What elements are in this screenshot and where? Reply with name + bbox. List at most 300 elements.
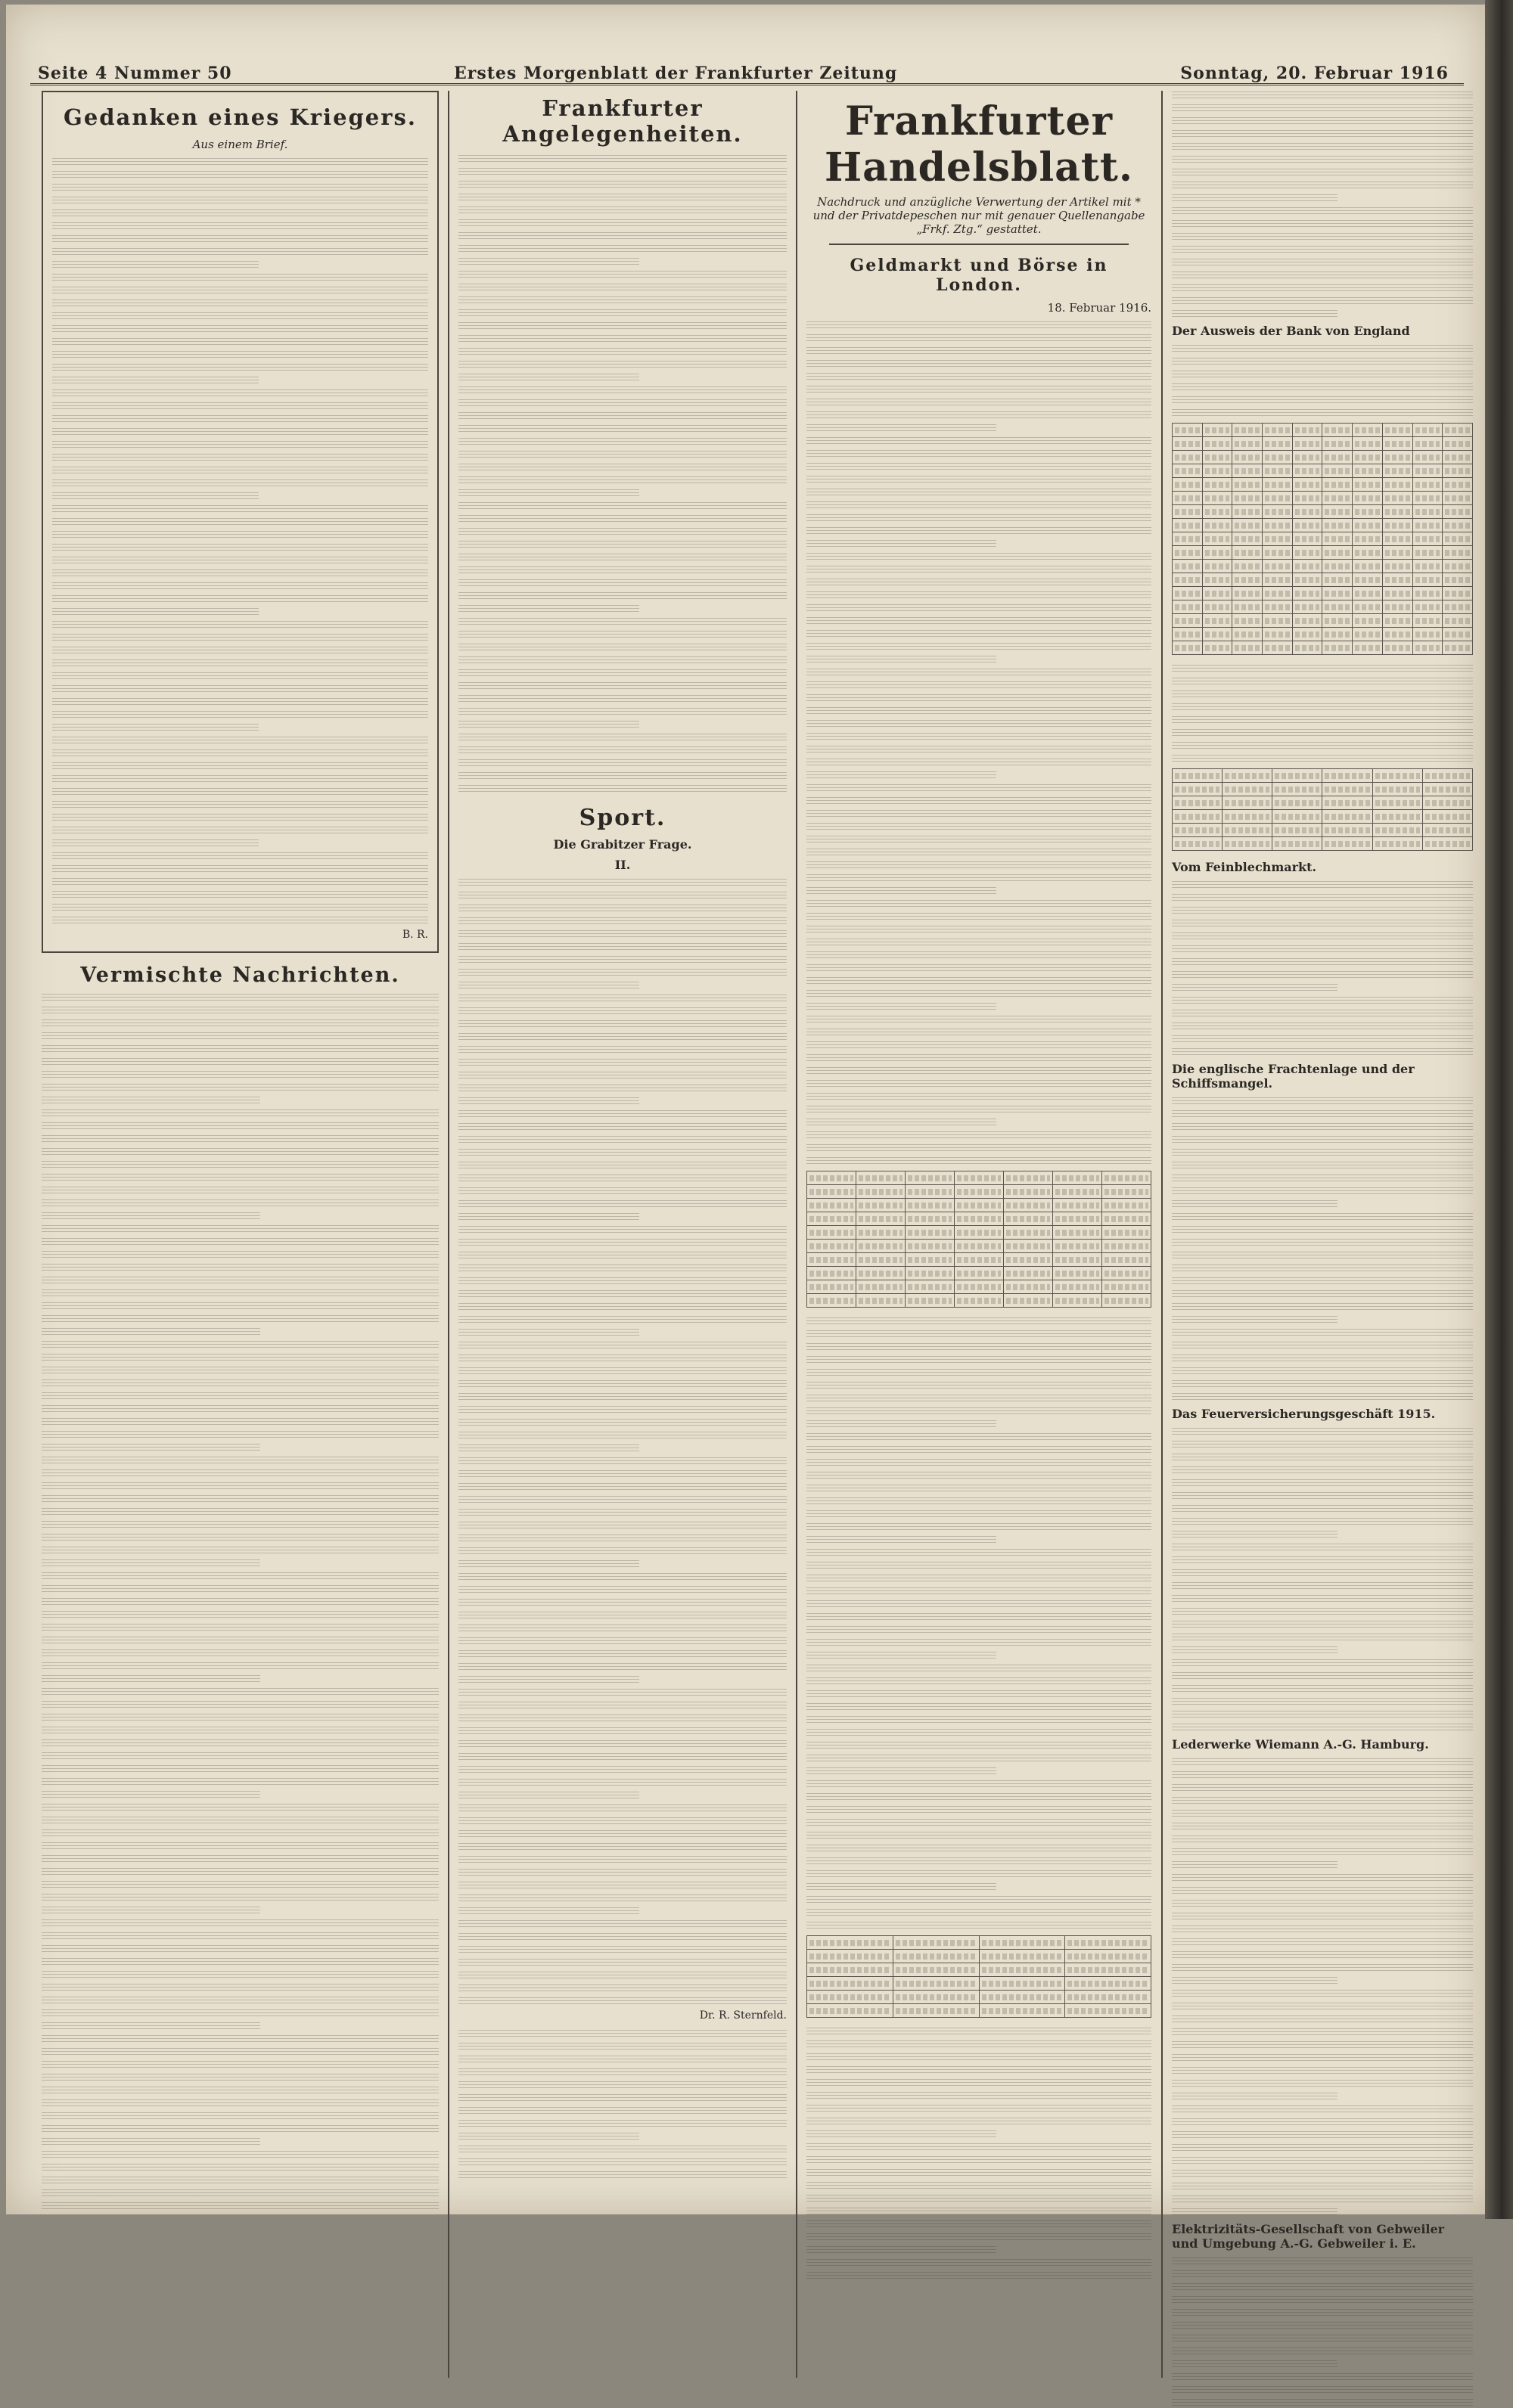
table-cell xyxy=(1223,810,1272,824)
table-cell xyxy=(1292,628,1322,641)
text-line xyxy=(458,1444,639,1454)
cell-fill xyxy=(957,1230,1001,1236)
table-cell xyxy=(1232,546,1263,560)
text-line xyxy=(458,2042,787,2052)
cell-fill xyxy=(1415,631,1440,638)
text-line xyxy=(806,488,1151,498)
cell-fill xyxy=(1067,1953,1148,1960)
table-cell xyxy=(1173,641,1203,655)
text-line xyxy=(806,835,1151,845)
table-cell xyxy=(1382,478,1412,492)
table-row xyxy=(1173,641,1473,655)
cell-fill xyxy=(1385,495,1410,501)
text-line xyxy=(806,668,1151,678)
text-line xyxy=(1172,309,1337,319)
cell-fill xyxy=(982,1994,1063,2000)
cell-fill xyxy=(908,1243,952,1249)
text-line xyxy=(458,2029,787,2039)
cell-fill xyxy=(1295,618,1320,624)
text-line xyxy=(42,1096,260,1106)
text-line xyxy=(1172,1367,1473,1376)
table-cell xyxy=(1202,519,1232,532)
cell-fill xyxy=(1415,427,1440,433)
cell-fill xyxy=(1385,536,1410,542)
table-cell xyxy=(1202,505,1232,519)
text-line xyxy=(52,877,428,887)
text-line xyxy=(52,710,428,720)
table-cell xyxy=(1292,614,1322,628)
text-line xyxy=(1172,1873,1473,1883)
text-line xyxy=(52,247,428,257)
text-line xyxy=(42,1019,439,1029)
text-line xyxy=(52,659,428,669)
column-rule xyxy=(1161,91,1163,2378)
text-line xyxy=(42,1957,439,1967)
table-cell xyxy=(856,1171,906,1185)
cell-fill xyxy=(809,1243,853,1249)
table-cell xyxy=(1412,464,1443,478)
table-cell xyxy=(1102,1280,1151,1294)
text-line xyxy=(52,864,428,874)
cell-fill xyxy=(1175,591,1200,597)
cell-fill xyxy=(809,1953,890,1960)
text-line xyxy=(52,196,428,206)
cell-fill xyxy=(1445,591,1470,597)
table-cell xyxy=(1443,464,1473,478)
text-line xyxy=(806,719,1151,729)
text-line xyxy=(1172,1392,1473,1402)
text-line xyxy=(52,376,259,386)
table-cell xyxy=(1353,573,1383,587)
table-cell xyxy=(1412,546,1443,560)
table-cell xyxy=(807,1212,856,1226)
cell-fill xyxy=(1275,827,1319,833)
text-line xyxy=(1172,1646,1337,1656)
text-line xyxy=(42,1687,439,1697)
cell-fill xyxy=(1265,618,1290,624)
cell-fill xyxy=(1425,773,1470,779)
cell-fill xyxy=(1295,536,1320,542)
cell-fill xyxy=(1055,1216,1099,1222)
text-line xyxy=(1172,1289,1473,1299)
column-4 xyxy=(1172,91,1473,2378)
table-cell xyxy=(1102,1267,1151,1280)
text-line xyxy=(1172,1809,1473,1819)
text-line xyxy=(1172,1277,1473,1286)
table-cell xyxy=(906,1240,955,1253)
text-line xyxy=(1172,1517,1473,1527)
cell-fill xyxy=(1445,427,1470,433)
table-cell xyxy=(1053,1226,1102,1240)
table-cell xyxy=(1004,1240,1053,1253)
text-line xyxy=(1172,1479,1473,1488)
text-line xyxy=(458,231,787,241)
table-cell xyxy=(1412,532,1443,546)
text-line xyxy=(52,646,428,656)
table-cell xyxy=(1322,424,1353,437)
cell-fill xyxy=(957,1189,1001,1195)
table-cell xyxy=(1292,573,1322,587)
cell-fill xyxy=(809,1216,853,1222)
cell-fill xyxy=(1355,645,1380,651)
text-line xyxy=(806,1522,1151,1532)
text-line xyxy=(806,925,1151,935)
table-cell xyxy=(1412,587,1443,600)
text-line xyxy=(806,1715,1151,1725)
text-line xyxy=(806,552,1151,562)
part-number: II. xyxy=(614,858,631,872)
text-line xyxy=(458,1431,787,1441)
cell-fill xyxy=(859,1298,903,1304)
table-row xyxy=(1173,810,1473,824)
text-line xyxy=(458,1804,787,1814)
text-line xyxy=(806,372,1151,382)
table-cell xyxy=(856,1212,906,1226)
cell-fill xyxy=(1205,563,1230,569)
text-line xyxy=(458,399,787,408)
table-row xyxy=(1173,628,1473,641)
table-cell xyxy=(1353,587,1383,600)
table-cell xyxy=(906,1212,955,1226)
text-line xyxy=(42,1893,439,1903)
cell-fill xyxy=(1225,800,1269,806)
text-line xyxy=(1172,1022,1473,1032)
section-masthead: Frankfurter Handelsblatt. xyxy=(824,98,1134,191)
text-line xyxy=(458,386,787,396)
text-line xyxy=(1172,996,1473,1006)
text-line xyxy=(1172,1758,1473,1767)
text-line xyxy=(1172,1238,1473,1248)
table-cell xyxy=(1272,810,1322,824)
text-line xyxy=(806,694,1151,703)
cell-fill xyxy=(1235,482,1260,488)
text-line xyxy=(1172,383,1473,393)
table-cell xyxy=(1372,837,1422,851)
millions-table xyxy=(1172,768,1473,851)
text-line xyxy=(458,1701,787,1711)
table-cell xyxy=(1443,573,1473,587)
text-line xyxy=(42,2086,439,2096)
cell-fill xyxy=(1235,645,1260,651)
text-line xyxy=(42,1289,439,1299)
cell-fill xyxy=(1385,441,1410,447)
text-line xyxy=(806,1677,1151,1687)
text-line xyxy=(458,1251,787,1261)
cell-fill xyxy=(1205,495,1230,501)
cell-fill xyxy=(1235,591,1260,597)
text-line xyxy=(458,1097,639,1106)
cell-fill xyxy=(1205,468,1230,474)
table-cell xyxy=(1412,437,1443,451)
cell-fill xyxy=(1265,455,1290,461)
text-line xyxy=(458,1482,787,1492)
table-cell xyxy=(1412,424,1443,437)
table-cell xyxy=(1292,424,1322,437)
cell-fill xyxy=(1175,441,1200,447)
table-row xyxy=(1173,560,1473,573)
text-line xyxy=(806,1510,1151,1519)
text-line xyxy=(806,462,1151,472)
text-line xyxy=(1172,2105,1473,2115)
cell-fill xyxy=(1355,495,1380,501)
table-cell xyxy=(893,1950,979,1963)
closing-body xyxy=(458,2029,787,2180)
text-line xyxy=(458,527,787,537)
text-line xyxy=(458,1212,639,1222)
table-cell xyxy=(1372,796,1422,810)
cell-fill xyxy=(1225,773,1269,779)
table-cell xyxy=(1173,837,1223,851)
text-line xyxy=(42,2022,260,2031)
table-cell xyxy=(1232,505,1263,519)
text-line xyxy=(1172,1453,1473,1463)
cell-fill xyxy=(1175,773,1219,779)
cell-fill xyxy=(1325,591,1350,597)
cell-fill xyxy=(957,1298,1001,1304)
table-cell xyxy=(1202,546,1232,560)
cell-fill xyxy=(957,1216,1001,1222)
text-line xyxy=(42,1867,439,1877)
text-line xyxy=(1172,664,1473,674)
cell-fill xyxy=(957,1257,1001,1263)
cell-fill xyxy=(1425,814,1470,820)
table-cell xyxy=(1263,451,1293,464)
text-line xyxy=(458,591,787,601)
text-line xyxy=(42,1919,439,1929)
text-line xyxy=(42,1636,439,1646)
text-line xyxy=(42,1906,260,1916)
cell-fill xyxy=(1325,827,1369,833)
text-line xyxy=(806,771,996,780)
table-cell xyxy=(1443,628,1473,641)
column-rule xyxy=(796,91,797,2378)
table-cell xyxy=(1353,546,1383,560)
table-cell xyxy=(1292,560,1322,573)
text-line xyxy=(458,489,639,498)
table-cell xyxy=(1053,1294,1102,1308)
text-line xyxy=(42,993,439,1003)
table-cell xyxy=(856,1185,906,1199)
table-cell xyxy=(856,1240,906,1253)
text-line xyxy=(52,890,428,900)
electric-body xyxy=(1172,2257,1473,2408)
text-line xyxy=(806,2245,996,2255)
text-line xyxy=(806,706,1151,716)
text-line xyxy=(1172,919,1473,929)
text-line xyxy=(42,1816,439,1826)
table-cell xyxy=(1202,424,1232,437)
table-cell xyxy=(1223,769,1272,783)
section-title: Sport. xyxy=(579,805,666,831)
text-line xyxy=(458,1161,787,1171)
text-line xyxy=(52,363,428,373)
text-line xyxy=(458,1624,787,1634)
text-line xyxy=(458,1675,639,1685)
text-line xyxy=(458,1932,787,1942)
text-line xyxy=(458,501,787,511)
table-cell xyxy=(1232,424,1263,437)
table-cell xyxy=(1322,532,1353,546)
text-line xyxy=(458,904,787,914)
text-line xyxy=(1172,142,1473,152)
text-line xyxy=(806,1381,1151,1391)
cell-fill xyxy=(1415,509,1440,515)
table-row xyxy=(807,1253,1151,1267)
text-line xyxy=(1172,2295,1473,2305)
table-row xyxy=(1173,437,1473,451)
text-line xyxy=(42,2099,439,2109)
text-line xyxy=(1172,2334,1473,2344)
text-line xyxy=(458,771,787,781)
table-cell xyxy=(1173,464,1203,478)
table-cell xyxy=(807,1226,856,1240)
text-line xyxy=(42,2150,439,2160)
cell-fill xyxy=(1175,482,1200,488)
table-cell xyxy=(1202,478,1232,492)
text-line xyxy=(1172,1491,1473,1501)
text-line xyxy=(806,2181,1151,2191)
table-cell xyxy=(906,1185,955,1199)
cell-fill xyxy=(982,1940,1063,1946)
table-cell xyxy=(1322,614,1353,628)
cell-fill xyxy=(1445,523,1470,529)
text-line xyxy=(1172,1963,1473,1973)
text-line xyxy=(42,1726,439,1736)
cell-fill xyxy=(1225,787,1269,793)
cell-fill xyxy=(1104,1175,1148,1181)
cell-fill xyxy=(1175,577,1200,583)
text-line xyxy=(42,1546,439,1556)
text-line xyxy=(806,1118,996,1128)
cell-fill xyxy=(1375,773,1420,779)
text-line xyxy=(458,1315,787,1325)
table-cell xyxy=(1422,796,1472,810)
cell-fill xyxy=(1375,787,1420,793)
text-line xyxy=(52,813,428,823)
cell-fill xyxy=(1425,827,1470,833)
table-cell xyxy=(1322,769,1372,783)
table-row xyxy=(807,1280,1151,1294)
cell-fill xyxy=(809,1940,890,1946)
text-line xyxy=(42,1623,439,1633)
table-cell xyxy=(1322,492,1353,505)
table-cell xyxy=(1263,573,1293,587)
text-line xyxy=(52,466,428,476)
cell-fill xyxy=(957,1175,1001,1181)
table-cell xyxy=(1382,492,1412,505)
text-line xyxy=(52,684,428,694)
text-line xyxy=(52,157,428,167)
cell-fill xyxy=(809,1967,890,1973)
text-line xyxy=(42,1134,439,1144)
text-line xyxy=(806,899,1151,909)
table-cell xyxy=(906,1280,955,1294)
cell-fill xyxy=(1445,577,1470,583)
text-line xyxy=(52,774,428,784)
cell-fill xyxy=(809,1189,853,1195)
text-line xyxy=(42,1160,439,1170)
text-line xyxy=(806,385,1151,395)
cell-fill xyxy=(1006,1284,1050,1290)
table-cell xyxy=(1443,641,1473,655)
text-line xyxy=(458,1495,787,1505)
text-line xyxy=(458,1714,787,1724)
text-line xyxy=(1172,1723,1473,1733)
text-line xyxy=(52,453,428,463)
text-line xyxy=(806,796,1151,806)
table-cell xyxy=(1322,824,1372,837)
table-cell xyxy=(955,1212,1004,1226)
table-cell xyxy=(1292,587,1322,600)
cell-fill xyxy=(1325,814,1369,820)
table-cell xyxy=(1372,783,1422,796)
table-cell xyxy=(979,1991,1065,2004)
text-line xyxy=(52,916,428,926)
text-line xyxy=(42,1379,439,1389)
text-line xyxy=(806,1092,1151,1102)
text-line xyxy=(458,1868,787,1878)
text-line xyxy=(806,398,1151,408)
text-line xyxy=(458,167,787,177)
cell-fill xyxy=(1375,814,1420,820)
text-line xyxy=(1172,1148,1473,1158)
text-line xyxy=(458,2093,787,2103)
text-line xyxy=(52,672,428,681)
cell-fill xyxy=(1006,1202,1050,1209)
text-line xyxy=(1172,1135,1473,1145)
column-rule xyxy=(448,91,449,2378)
text-line xyxy=(42,1996,439,2006)
table-cell xyxy=(807,1280,856,1294)
table-cell xyxy=(1322,478,1353,492)
text-line xyxy=(42,1366,439,1376)
table-cell xyxy=(1382,505,1412,519)
table-cell xyxy=(1202,492,1232,505)
table-cell xyxy=(1292,492,1322,505)
text-line xyxy=(1172,690,1473,700)
text-line xyxy=(806,514,1151,523)
text-line xyxy=(806,1818,1151,1828)
text-line xyxy=(806,2130,996,2140)
text-line xyxy=(806,1690,1151,1699)
table-cell xyxy=(1102,1226,1151,1240)
table-row xyxy=(1173,769,1473,783)
text-line xyxy=(42,1584,439,1594)
text-line xyxy=(458,1122,787,1132)
text-line xyxy=(42,1070,439,1080)
cell-fill xyxy=(1445,563,1470,569)
cell-fill xyxy=(1067,2008,1148,2014)
text-line xyxy=(806,475,1151,485)
cell-fill xyxy=(1265,563,1290,569)
text-line xyxy=(806,1574,1151,1584)
text-line xyxy=(1172,2282,1473,2292)
text-line xyxy=(458,514,787,524)
text-line xyxy=(1172,1427,1473,1437)
text-line xyxy=(458,373,639,383)
text-line xyxy=(806,1330,1151,1339)
text-line xyxy=(806,976,1151,986)
table-cell xyxy=(1053,1253,1102,1267)
text-line xyxy=(52,222,428,231)
cell-fill xyxy=(859,1257,903,1263)
table-cell xyxy=(1443,478,1473,492)
text-line xyxy=(1172,1594,1473,1604)
cell-fill xyxy=(1175,495,1200,501)
text-line xyxy=(458,244,787,254)
table-cell xyxy=(1232,587,1263,600)
insurance-body xyxy=(1172,1427,1473,1733)
